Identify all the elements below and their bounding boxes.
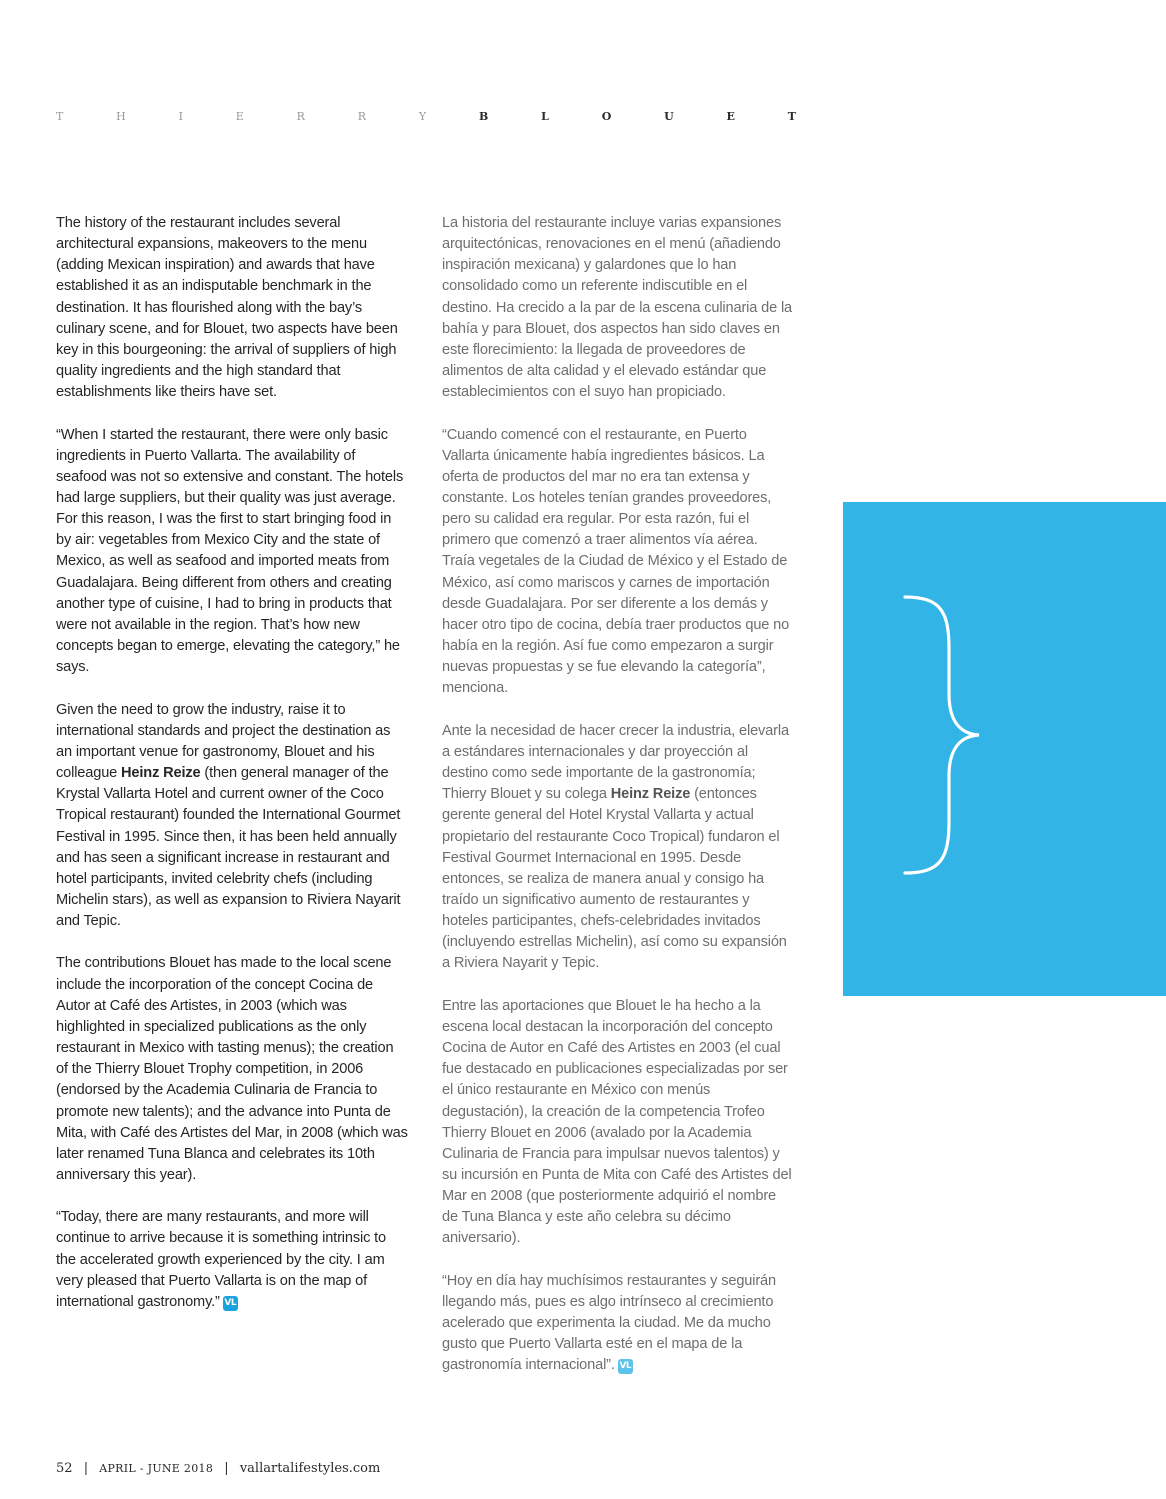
paragraph: La historia del restaurante incluye varias expansiones arquitectónicas, renovaciones en el menú (añadiendo inspiración mexicana) y galardones que lo han consolidado como un referente indiscutible en el destino. Ha crecido a la par de la escena culinaria de la bahía y para Blouet, dos aspectos han sido claves en este florecimiento: la llegada de proveedores de alimentos de alta calidad y el elevado estándar que establecimientos con el suyo han propiciado. xyxy=(442,215,793,401)
paragraph: “Cuando comencé con el restaurante, en Puerto Vallarta únicamente había ingredientes básicos. La oferta de productos del mar no era tan extensa y constante. Los hoteles tenían grandes proveedores, pero su calidad era regular. Por esta razón, fui el primero que comenzó a traer alimentos vía aérea. Traía vegetales de la Ciudad de México y el Estado de México, así como mariscos y carnes de importación desde Guadalajara. Por ser diferente a los demás y hacer otro tipo de cocina, debía traer productos que no había en la región. Así fue como empezaron a surgir nuevas propuestas y se fue elevando la categoría”, menciona. xyxy=(442,426,790,697)
paragraph xyxy=(56,1207,408,1313)
footer-separator: | xyxy=(224,1461,229,1476)
header-letter: H xyxy=(116,110,126,123)
page-number: 52 xyxy=(56,1461,73,1476)
spanish-column xyxy=(442,213,794,1398)
english-column xyxy=(56,213,408,1334)
person-name: Heinz Reize xyxy=(121,765,201,782)
paragraph-text: “Today, there are many restaurants, and more will continue to arrive because it is something intrinsic to the accelerated growth experienced by the city. I am very pleased that Puerto Vallarta is on the map of international gastronomy.” xyxy=(56,1209,387,1310)
header-letter: B xyxy=(478,110,489,123)
vl-logo-icon: VL xyxy=(618,1359,633,1374)
paragraph: The history of the restaurant includes several architectural expansions, makeovers to the menu (adding Mexican inspiration) and awards that have established it as an indisputable benchmark in the destination. It has flourished along with the bay’s culinary scene, and for Blouet, two aspects have been key in this bourgeoning: the arrival of suppliers of high quality ingredients and the high standard that establishments like theirs have set. xyxy=(56,215,398,401)
header-letter: U xyxy=(664,110,674,123)
footer-separator: | xyxy=(83,1461,89,1476)
page-footer xyxy=(56,1461,380,1476)
paragraph-text: (entonces gerente general del Hotel Krystal Vallarta y actual propietario del restaurante Coco Tropical) fundaron el Festival Gourmet Internacional en 1995. Desde entonces, se realiza de manera anual y consigo ha traído un significativo aumento de restaurantes y hoteles participantes, chefs-celebridades invitados (incluyendo estrellas Michelin), así como su expansión a Riviera Nayarit y Tepic. xyxy=(442,786,787,972)
paragraph xyxy=(442,1271,794,1377)
paragraph-text: “Hoy en día hay muchísimos restaurantes y seguirán llegando más, pues es algo intrínseco al crecimiento acelerado que experimenta la ciudad. Me da mucho gusto que Puerto Vallarta esté en el mapa de la gastronomía internacional”. xyxy=(442,1272,776,1374)
paragraph: The contributions Blouet has made to the local scene include the incorporation of the concept Cocina de Autor at Café des Artistes, in 2003 (which was highlighted in specialized publications as the only restaurant in Mexico with tasting menus); the creation of the Thierry Blouet Trophy competition, in 2006 (endorsed by the Academia Culinaria de Francia to promote new talents); and the advance into Punta de Mita, with Café des Artistes del Mar, in 2008 (which was later renamed Tuna Blanca and celebrates its 10th anniversary this year). xyxy=(56,955,408,1183)
header-letter: Y xyxy=(418,110,427,123)
header-letter: R xyxy=(296,110,305,123)
vl-logo-icon: VL xyxy=(223,1296,238,1311)
paragraph-text: (then general manager of the Krystal Vallarta Hotel and current owner of the Coco Tropical restaurant) founded the International Gourmet Festival in 1995. Since then, it has been held annually and has seen a significant increase in restaurant and hotel participants, invited celebrity chefs (including Michelin stars), as well as expansion to Riviera Nayarit and Tepic. xyxy=(56,765,401,930)
header-letter: E xyxy=(726,110,735,123)
person-name: Heinz Reize xyxy=(610,786,691,803)
paragraph-text: Given the need to grow the industry, raise it to international standards and project the destination as an important venue for gastronomy, Blouet and his colleague xyxy=(56,701,391,782)
decorative-blue-block xyxy=(843,502,1166,996)
header-letter: L xyxy=(541,110,549,123)
header-letter: T xyxy=(56,110,64,123)
curly-brace-icon xyxy=(903,594,993,884)
paragraph xyxy=(56,700,408,933)
header-letter: E xyxy=(235,110,244,123)
paragraph-text: Ante la necesidad de hacer crecer la industria, elevarla a estándares internacionales y dar proyección al destino como sede importante de la gastronomía; Thierry Blouet y su colega xyxy=(442,722,789,803)
header-letter: R xyxy=(357,110,367,123)
website-link[interactable]: vallartalifestyles.com xyxy=(239,1461,381,1476)
header-letter: T xyxy=(787,110,796,123)
header-letter: O xyxy=(601,110,612,123)
issue-date: APRIL - JUNE 2018 xyxy=(99,1462,214,1475)
paragraph xyxy=(442,721,794,975)
header-letter: I xyxy=(178,110,183,123)
paragraph: “When I started the restaurant, there were only basic ingredients in Puerto Vallarta. The availability of seafood was not so extensive and constant. The hotels had large suppliers, but their quality was just average. For this reason, I was the first to start bringing food in by air: vegetables from Mexico City and the state of Mexico, as well as seafood and imported meats from Guadalajara. Being different from others and creating another type of cuisine, I had to bring in products that were not available in the region. That’s how new concepts began to emerge, elevating the category,” he says. xyxy=(56,426,404,676)
running-header xyxy=(56,110,796,124)
paragraph: Entre las aportaciones que Blouet le ha hecho a la escena local destacan la incorporación del concepto Cocina de Autor en Café des Artistes en 2003 (el cual fue destacado en publicaciones especializadas por ser el único restaurante en México con menús degustación), la creación de la competencia Trofeo Thierry Blouet en 2006 (avalado por la Academia Culinaria de Francia para impulsar nuevos talentos) y su incursión en Punta de Mita con Café des Artistes del Mar en 2008 (que posteriormente adquirió el nombre de Tuna Blanca y este año celebra su décimo aniversario). xyxy=(442,997,792,1247)
